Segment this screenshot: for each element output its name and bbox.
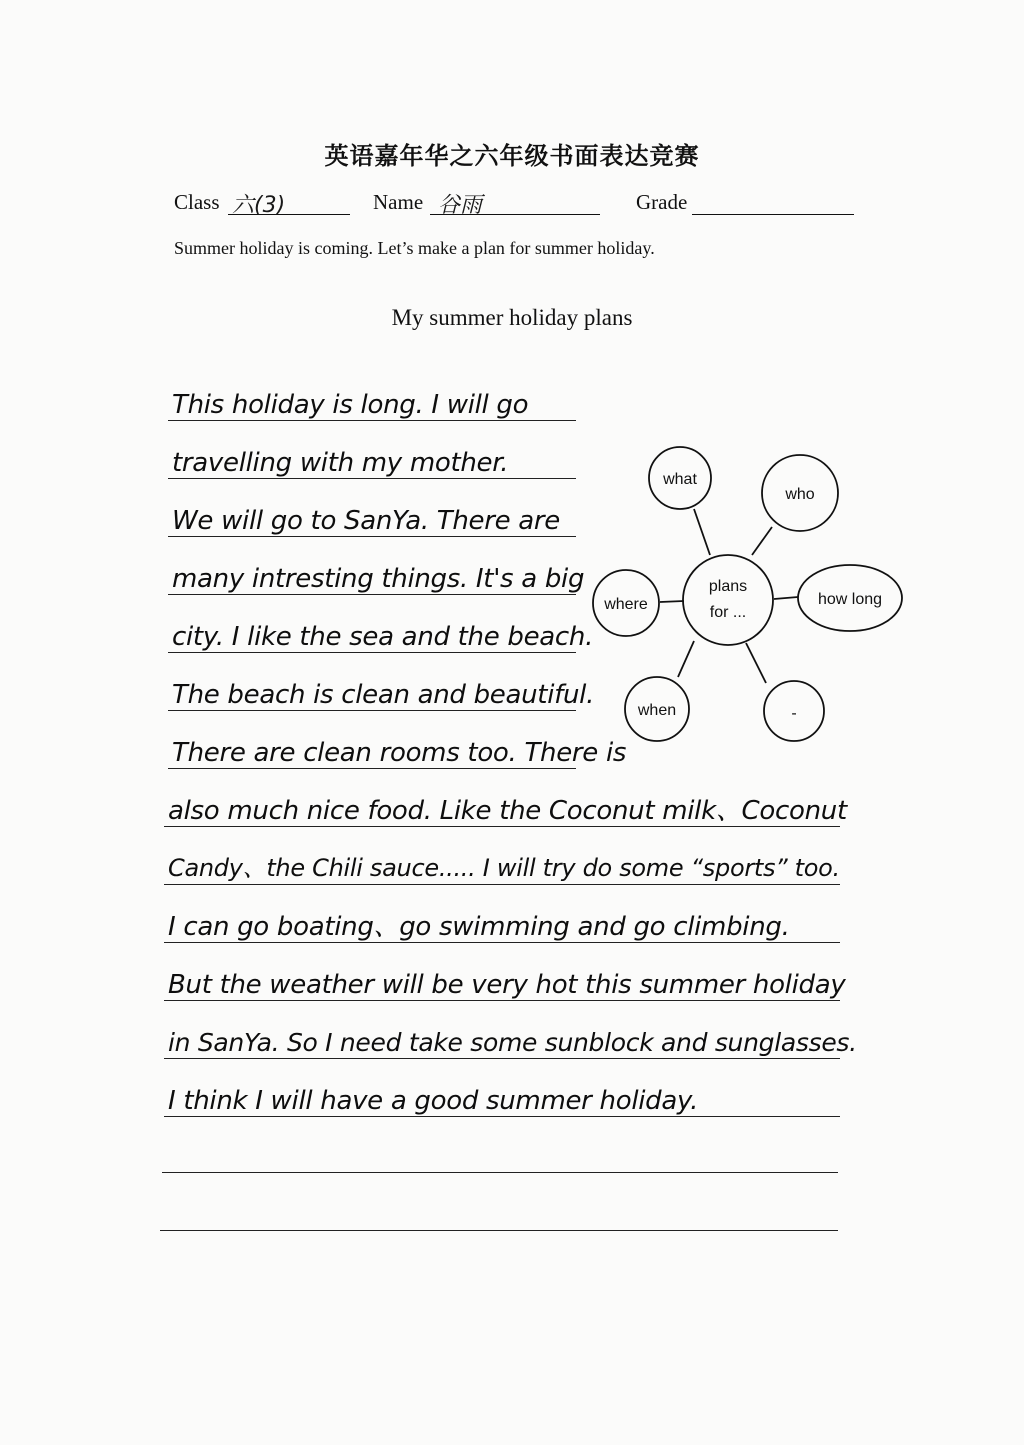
essay-line: many intresting things. It's a big (172, 564, 585, 594)
essay-line: in SanYa. So I need take some sunblock and sunglasses. (168, 1028, 857, 1057)
class-value: 六(3) (232, 193, 286, 218)
essay-line: We will go to SanYa. There are (172, 506, 561, 536)
connector-other (746, 643, 766, 683)
node-who-label: who (785, 486, 815, 503)
class-underline (228, 214, 350, 215)
essay-line: travelling with my mother. (172, 448, 509, 478)
grade-label: Grade (636, 190, 688, 214)
node-what-label: what (663, 471, 697, 488)
writing-line (168, 652, 576, 653)
mind-map (586, 445, 916, 750)
writing-line (168, 768, 576, 769)
writing-line (164, 1116, 840, 1117)
node-center (683, 555, 773, 645)
grade-underline (692, 214, 854, 215)
page-title: 英语嘉年华之六年级书面表达竞赛 (324, 142, 700, 170)
writing-line (164, 826, 840, 827)
name-label: Name (373, 190, 424, 214)
instructions-text: Summer holiday is coming. Let’s make a plan for summer holiday. (174, 238, 655, 258)
essay-line: I can go boating、go swimming and go climbing. (168, 912, 790, 942)
essay-line: also much nice food. Like the Coconut milk、Coconut (168, 796, 847, 826)
writing-line (164, 884, 840, 885)
writing-line (164, 942, 840, 943)
node-other-label: - (791, 705, 797, 722)
essay-line: There are clean rooms too. There is (172, 738, 627, 768)
essay-line: city. I like the sea and the beach. (172, 622, 594, 652)
essay-line: The beach is clean and beautiful. (172, 680, 595, 710)
essay-line: This holiday is long. I will go (172, 390, 529, 420)
node-how-long-label: how long (817, 591, 883, 608)
essay-line: Candy、the Chili sauce..... I will try do some “sports” too. (168, 854, 840, 882)
writing-line (168, 478, 576, 479)
class-label: Class (174, 190, 220, 214)
node-when-label: when (637, 702, 677, 719)
writing-line (168, 536, 576, 537)
connector-how-long (774, 597, 798, 599)
connector-what (694, 509, 710, 555)
node-center-label-1: plans (708, 578, 748, 595)
writing-line (162, 1172, 838, 1173)
writing-line (164, 1058, 840, 1059)
writing-line (164, 1000, 840, 1001)
writing-line (160, 1230, 838, 1231)
writing-line (168, 420, 576, 421)
connector-who (752, 527, 772, 555)
essay-line: I think I will have a good summer holiday. (168, 1086, 699, 1116)
connector-where (660, 601, 684, 602)
node-center-label-2: for ... (709, 604, 747, 621)
name-value: 谷雨 (438, 193, 483, 218)
essay-line: But the weather will be very hot this summer holiday (168, 970, 846, 1000)
node-where-label: where (604, 596, 648, 613)
connector-when (678, 641, 694, 677)
essay-title: My summer holiday plans (391, 305, 633, 330)
writing-line (168, 594, 576, 595)
writing-line (168, 710, 576, 711)
name-underline (430, 214, 600, 215)
